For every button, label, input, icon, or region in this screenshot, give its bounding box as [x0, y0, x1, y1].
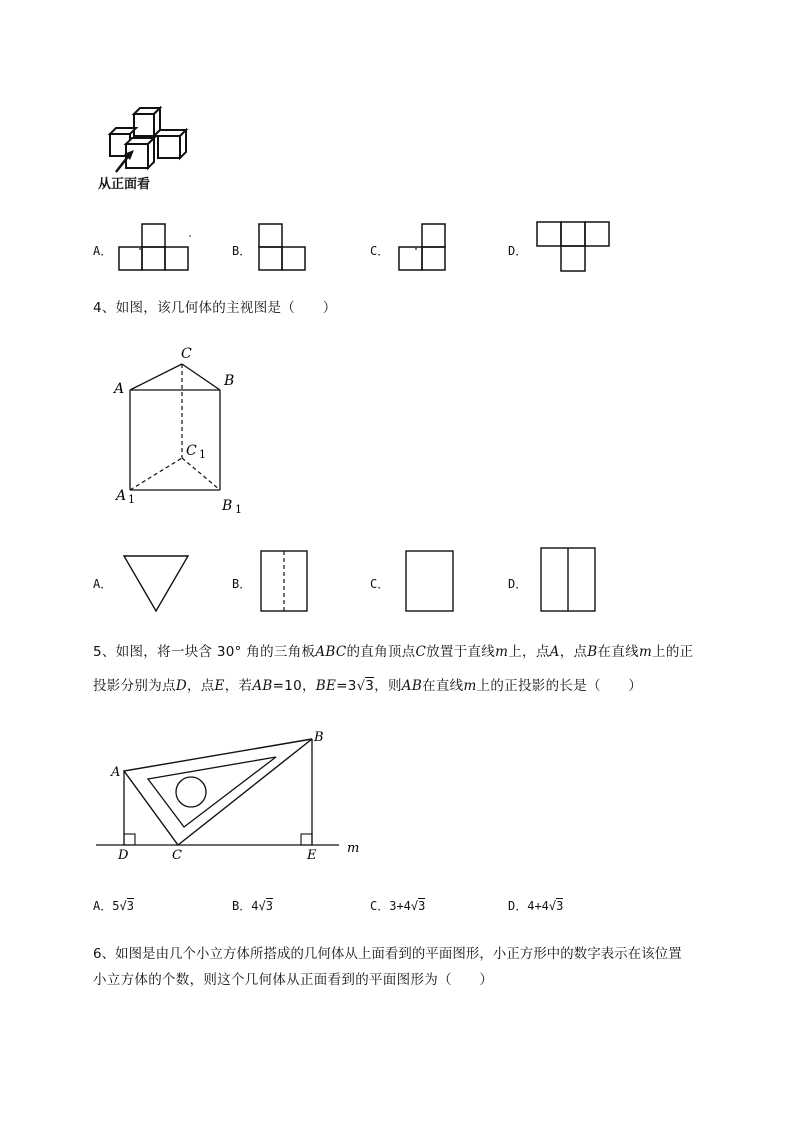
q5-label-c: C — [172, 848, 182, 863]
q4-label-c: C — [181, 346, 192, 362]
q3-figure-caption: 从正面看 — [98, 177, 151, 192]
q3-option-c-figure — [398, 222, 450, 272]
q3-option-d-label: D． — [508, 244, 528, 258]
q3-option-d-figure — [536, 221, 614, 273]
q4-label-b1: B — [222, 498, 233, 514]
q4-option-b-label: B． — [232, 577, 252, 591]
q3-option-a-figure — [118, 222, 192, 272]
q4-label-b: B — [224, 373, 235, 389]
q4-stem: 4、如图，该几何体的主视图是（ ） — [93, 300, 337, 316]
q5-option-c: C．3+4√3 — [370, 899, 426, 913]
q5-label-d: D — [118, 848, 129, 863]
q5-option-b: B．4√3 — [232, 899, 273, 913]
q5-stem-line1: 5、如图，将一块含 30° 角的三角板ABC的直角顶点C放置于直线m上，点A，点B在直线m上的正 — [93, 644, 694, 660]
q4-label-c1-sub: 1 — [199, 448, 206, 461]
q5-label-b: B — [314, 730, 324, 745]
q5-option-a: A．5√3 — [93, 899, 134, 913]
q4-label-a: A — [114, 381, 125, 397]
q5-option-d: D．4+4√3 — [508, 899, 564, 913]
q4-option-d-label: D． — [508, 577, 528, 591]
q4-option-a-label: A． — [93, 577, 113, 591]
q5-label-e: E — [307, 848, 317, 863]
q5-label-a: A — [111, 765, 121, 780]
q5-stem-line2: 投影分别为点D，点E，若AB=10，BE=3√3，则AB在直线m上的正投影的长是（ ） — [93, 678, 643, 694]
q4-option-c-label: C． — [370, 577, 390, 591]
q6-stem-line1: 6、如图是由几个小立方体所搭成的几何体从上面看到的平面图形，小正方形中的数字表示在该位置 — [93, 947, 682, 962]
q4-option-a-figure — [120, 553, 192, 615]
q6-stem-line2: 小立方体的个数，则这个几何体从正面看到的平面图形为（ ） — [93, 972, 494, 988]
q5-label-m: m — [347, 841, 360, 856]
q3-option-b-label: B． — [232, 244, 252, 258]
q4-label-a1-sub: 1 — [128, 493, 135, 506]
q4-option-d-figure — [539, 546, 599, 614]
q4-label-a1: A — [116, 488, 127, 504]
q4-option-c-figure — [404, 549, 456, 615]
q4-option-b-figure — [259, 549, 311, 615]
q3-option-c-label: C． — [370, 244, 390, 258]
q4-label-b1-sub: 1 — [235, 503, 242, 516]
q4-label-c1: C — [186, 443, 197, 459]
q3-option-a-label: A． — [93, 244, 113, 258]
q4-prism-figure — [108, 338, 248, 520]
q5-triangle-figure — [94, 725, 364, 865]
q3-option-b-figure — [258, 222, 308, 272]
